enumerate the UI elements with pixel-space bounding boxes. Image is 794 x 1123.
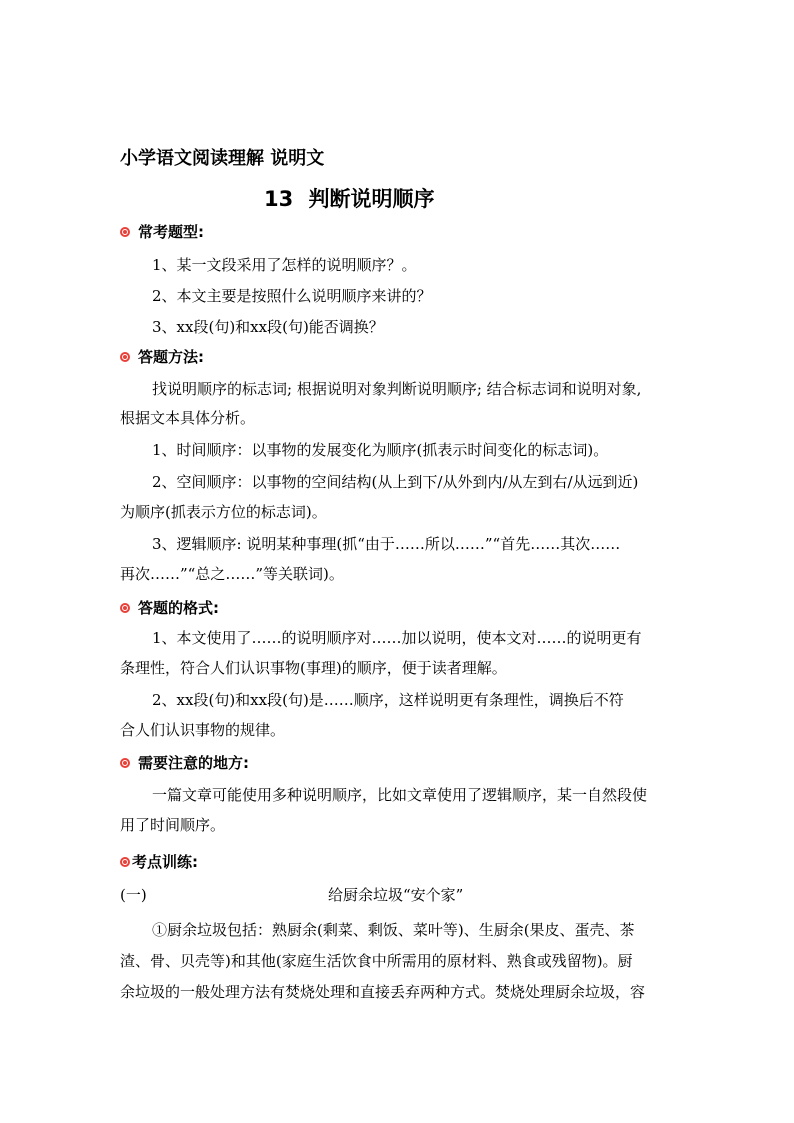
section-heading-label: 考点训练: [132,853,198,871]
paragraph-line: 根据文本具体分析。 [120,409,256,427]
paragraph-line: 用了时间顺序。 [120,816,226,834]
section-heading-practice [120,851,198,872]
section-heading-label: 需要注意的地方: [138,754,249,772]
paragraph-line: 找说明顺序的标志词; 根据说明对象判断说明顺序; 结合标志词和说明对象, [152,380,642,398]
section-heading-label: 常考题型: [138,223,204,241]
section-heading-label: 答题的格式: [138,599,219,617]
passage-title: 给厨余垃圾“安个家” [328,886,464,904]
section-heading-answer-format [120,597,219,618]
red-bullet-icon [120,857,130,867]
red-bullet-icon [120,227,130,237]
document-title: 小学语文阅读理解 说明文 [120,148,325,169]
question-line: 1、某一文段采用了怎样的说明顺序？。 [152,256,417,274]
red-bullet-icon [120,352,130,362]
paragraph-line: 1、本文使用了……的说明顺序对……加以说明，使本文对……的说明更有 [152,629,642,647]
passage-line: 余垃圾的一般处理方法有焚烧处理和直接丢弃两种方式。焚烧处理厨余垃圾，容 [120,983,646,1001]
question-line: 2、本文主要是按照什么说明顺序来讲的？ [152,287,432,305]
passage-line: ①厨余垃圾包括：熟厨余(剩菜、剩饭、菜叶等)、生厨余(果皮、蛋壳、茶 [152,921,635,939]
red-bullet-icon [120,758,130,768]
paragraph-line: 条理性，符合人们认识事物(事理)的顺序，便于读者理解。 [120,659,507,677]
paragraph-line: 2、xx段(句)和xx段(句)是……顺序，这样说明更有条理性，调换后不符 [152,691,624,709]
passage-number: (一) [120,886,147,904]
paragraph-line: 合人们认识事物的规律。 [120,721,286,739]
paragraph-line: 一篇文章可能使用多种说明顺序，比如文章使用了逻辑顺序，某一自然段使 [152,786,648,804]
paragraph-line: 1、时间顺序：以事物的发展变化为顺序(抓表示时间变化的标志词)。 [152,441,609,459]
paragraph-line: 再次……”“总之……”等关联词)。 [120,565,344,583]
paragraph-line: 2、空间顺序：以事物的空间结构(从上到下/从外到内/从左到右/从远到近) [152,473,639,491]
section-heading-label: 答题方法: [138,348,204,366]
section-heading-notes [120,752,249,773]
paragraph-line: 3、逻辑顺序: 说明某种事理(抓“由于……所以……”“首先……其次…… [152,535,621,553]
lesson-title: 13 判断说明顺序 [264,187,435,211]
question-line: 3、xx段(句)和xx段(句)能否调换？ [152,318,384,336]
red-bullet-icon [120,603,130,613]
section-heading-common-questions [120,221,204,242]
paragraph-line: 为顺序(抓表示方位的标志词)。 [120,503,327,521]
section-heading-answer-method [120,346,204,367]
passage-line: 渣、骨、贝壳等)和其他(家庭生活饮食中所需用的原材料、熟食或残留物)。厨 [120,952,633,970]
